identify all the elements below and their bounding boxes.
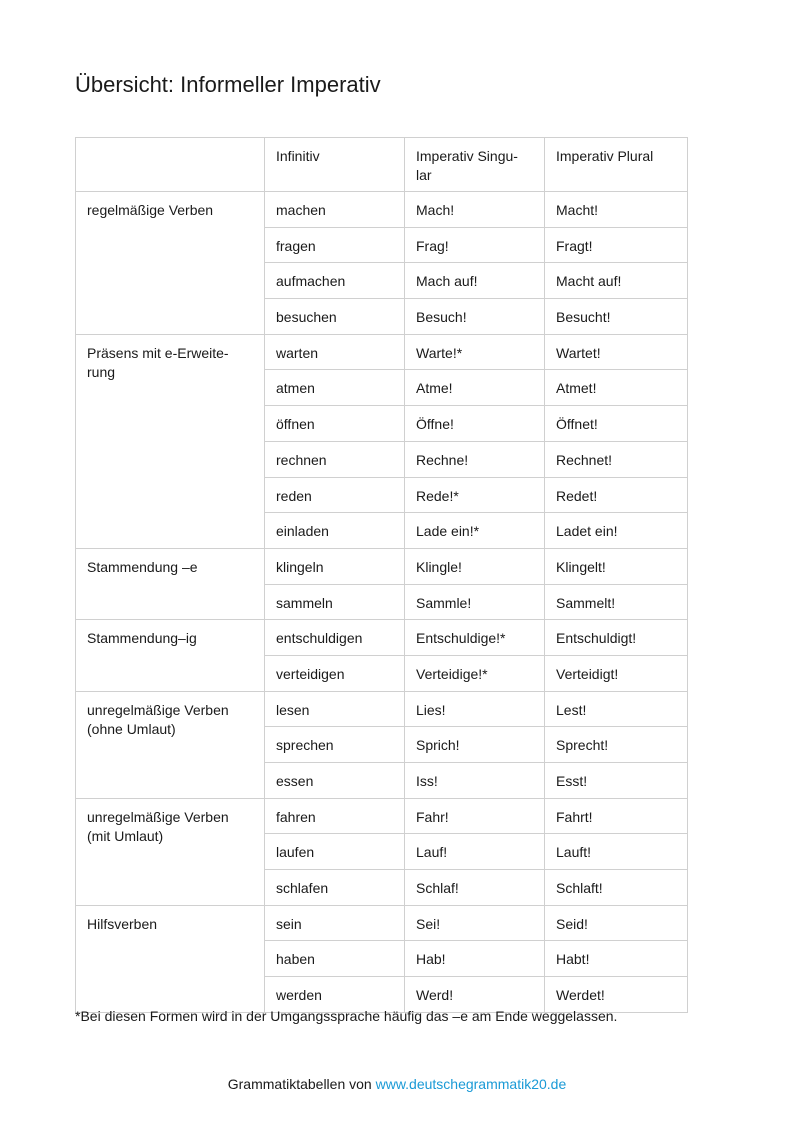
plural-cell: Lauft! xyxy=(545,834,688,870)
table-row xyxy=(76,334,688,370)
infinitive-cell: lesen xyxy=(265,691,405,727)
plural-cell: Klingelt! xyxy=(545,548,688,584)
plural-cell: Sprecht! xyxy=(545,727,688,763)
singular-cell: Iss! xyxy=(405,763,545,799)
table-row xyxy=(76,192,688,228)
singular-cell: Klingle! xyxy=(405,548,545,584)
plural-cell: Öffnet! xyxy=(545,406,688,442)
table-row xyxy=(76,691,688,727)
page-title: Übersicht: Informeller Imperativ xyxy=(75,72,381,97)
singular-cell: Sei! xyxy=(405,905,545,941)
singular-cell: Schlaf! xyxy=(405,870,545,906)
singular-cell: Werd! xyxy=(405,977,545,1013)
plural-cell: Fragt! xyxy=(545,227,688,263)
plural-cell: Seid! xyxy=(545,905,688,941)
singular-cell: Sprich! xyxy=(405,727,545,763)
infinitive-cell: verteidigen xyxy=(265,655,405,691)
singular-cell: Hab! xyxy=(405,941,545,977)
infinitive-cell: öffnen xyxy=(265,406,405,442)
infinitive-cell: fragen xyxy=(265,227,405,263)
singular-cell: Öffne! xyxy=(405,406,545,442)
plural-cell: Redet! xyxy=(545,477,688,513)
plural-cell: Entschuldigt! xyxy=(545,620,688,656)
infinitive-cell: klingeln xyxy=(265,548,405,584)
column-header xyxy=(76,138,265,192)
table-row xyxy=(76,798,688,834)
footer-prefix: Grammatiktabellen von xyxy=(227,1076,376,1092)
singular-cell: Besuch! xyxy=(405,299,545,335)
singular-cell: Frag! xyxy=(405,227,545,263)
footnote: *Bei diesen Formen wird in der Umgangssprache häufig das –e am Ende weggelassen. xyxy=(75,1008,618,1024)
footer xyxy=(0,1076,794,1092)
singular-cell: Mach auf! xyxy=(405,263,545,299)
plural-cell: Macht auf! xyxy=(545,263,688,299)
singular-cell: Lies! xyxy=(405,691,545,727)
infinitive-cell: reden xyxy=(265,477,405,513)
plural-cell: Fahrt! xyxy=(545,798,688,834)
singular-cell: Rede!* xyxy=(405,477,545,513)
table-row xyxy=(76,548,688,584)
singular-cell: Entschuldige!* xyxy=(405,620,545,656)
plural-cell: Schlaft! xyxy=(545,870,688,906)
infinitive-cell: machen xyxy=(265,192,405,228)
plural-cell: Ladet ein! xyxy=(545,513,688,549)
infinitive-cell: haben xyxy=(265,941,405,977)
plural-cell: Macht! xyxy=(545,192,688,228)
plural-cell: Wartet! xyxy=(545,334,688,370)
group-label: Stammendung –e xyxy=(76,548,265,619)
table-row xyxy=(76,905,688,941)
group-label: Präsens mit e-Erweite- rung xyxy=(76,334,265,548)
infinitive-cell: essen xyxy=(265,763,405,799)
plural-cell: Atmet! xyxy=(545,370,688,406)
plural-cell: Esst! xyxy=(545,763,688,799)
group-label: regelmäßige Verben xyxy=(76,192,265,335)
infinitive-cell: besuchen xyxy=(265,299,405,335)
infinitive-cell: werden xyxy=(265,977,405,1013)
singular-cell: Lade ein!* xyxy=(405,513,545,549)
website-link[interactable]: www.deutschegrammatik20.de xyxy=(375,1076,567,1092)
infinitive-cell: rechnen xyxy=(265,441,405,477)
infinitive-cell: warten xyxy=(265,334,405,370)
plural-cell: Habt! xyxy=(545,941,688,977)
singular-cell: Fahr! xyxy=(405,798,545,834)
group-label: Stammendung–ig xyxy=(76,620,265,691)
singular-cell: Verteidige!* xyxy=(405,655,545,691)
infinitive-cell: atmen xyxy=(265,370,405,406)
singular-cell: Rechne! xyxy=(405,441,545,477)
infinitive-cell: sein xyxy=(265,905,405,941)
plural-cell: Verteidigt! xyxy=(545,655,688,691)
plural-cell: Werdet! xyxy=(545,977,688,1013)
infinitive-cell: sprechen xyxy=(265,727,405,763)
infinitive-cell: entschuldigen xyxy=(265,620,405,656)
plural-cell: Besucht! xyxy=(545,299,688,335)
infinitive-cell: laufen xyxy=(265,834,405,870)
infinitive-cell: schlafen xyxy=(265,870,405,906)
singular-cell: Sammle! xyxy=(405,584,545,620)
table-row xyxy=(76,620,688,656)
imperative-table xyxy=(75,137,688,1013)
header-row xyxy=(76,138,688,192)
column-header: Imperativ Plural xyxy=(545,138,688,192)
infinitive-cell: aufmachen xyxy=(265,263,405,299)
singular-cell: Atme! xyxy=(405,370,545,406)
plural-cell: Lest! xyxy=(545,691,688,727)
group-label: Hilfsverben xyxy=(76,905,265,1012)
plural-cell: Rechnet! xyxy=(545,441,688,477)
singular-cell: Warte!* xyxy=(405,334,545,370)
column-header: Infinitiv xyxy=(265,138,405,192)
plural-cell: Sammelt! xyxy=(545,584,688,620)
infinitive-cell: sammeln xyxy=(265,584,405,620)
group-label: unregelmäßige Verben (ohne Umlaut) xyxy=(76,691,265,798)
infinitive-cell: fahren xyxy=(265,798,405,834)
column-header: Imperativ Singu- lar xyxy=(405,138,545,192)
group-label: unregelmäßige Verben (mit Umlaut) xyxy=(76,798,265,905)
singular-cell: Mach! xyxy=(405,192,545,228)
infinitive-cell: einladen xyxy=(265,513,405,549)
singular-cell: Lauf! xyxy=(405,834,545,870)
